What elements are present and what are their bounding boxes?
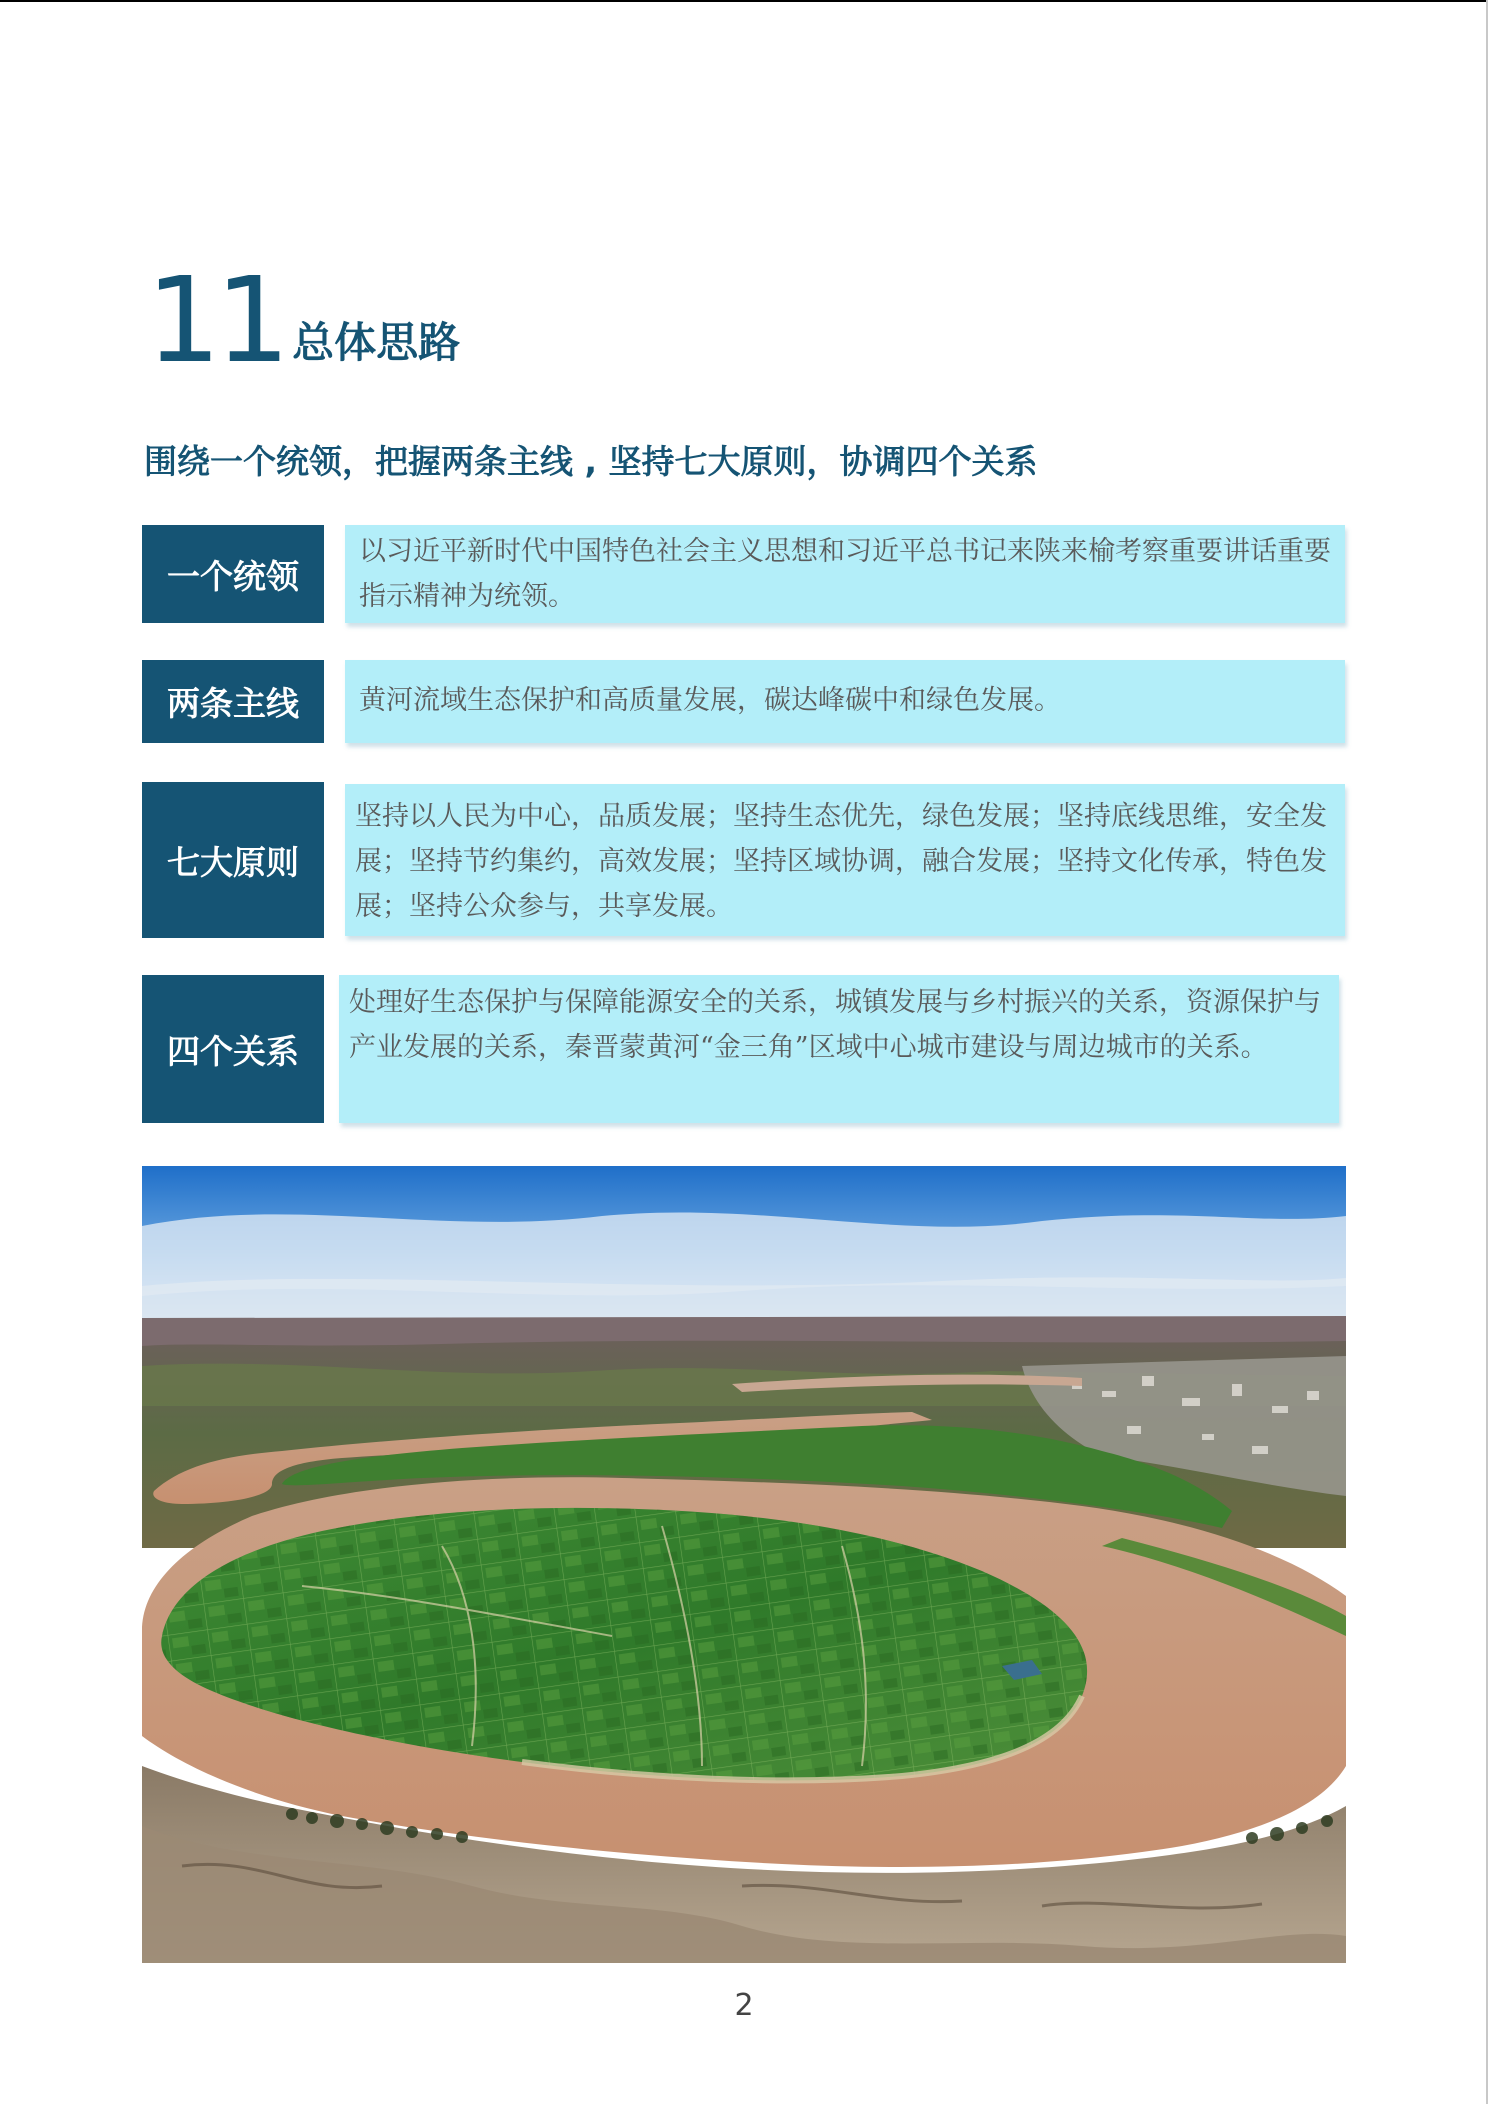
section-title: 总体思路 xyxy=(292,318,461,367)
row-text-main-lines: 黄河流域生态保护和高质量发展，碳达峰碳中和绿色发展。 xyxy=(345,660,1345,743)
river-bend-photo xyxy=(142,1166,1346,1963)
row-label-main-lines: 两条主线 xyxy=(142,660,324,743)
row-label-leadership: 一个统领 xyxy=(142,525,324,623)
row-label-principles: 七大原则 xyxy=(142,782,324,938)
section-heading xyxy=(146,251,461,389)
section-number: 11 xyxy=(146,251,285,389)
row-label-relations: 四个关系 xyxy=(142,975,324,1123)
page-top-border xyxy=(0,0,1488,2)
page-number: 2 xyxy=(734,1988,754,2023)
section-subtitle: 围绕一个统领，把握两条主线 , 坚持七大原则，协调四个关系 xyxy=(144,442,1038,481)
row-text-leadership: 以习近平新时代中国特色社会主义思想和习近平总书记来陕来榆考察重要讲话重要指示精神为统领。 xyxy=(345,525,1345,623)
row-text-principles: 坚持以人民为中心，品质发展；坚持生态优先，绿色发展；坚持底线思维，安全发展；坚持节约集约，高效发展；坚持区域协调，融合发展；坚持文化传承，特色发展；坚持公众参与，共享发展。 xyxy=(345,784,1345,936)
row-text-relations: 处理好生态保护与保障能源安全的关系，城镇发展与乡村振兴的关系，资源保护与产业发展的关系，秦晋蒙黄河“金三角”区域中心城市建设与周边城市的关系。 xyxy=(339,975,1339,1123)
